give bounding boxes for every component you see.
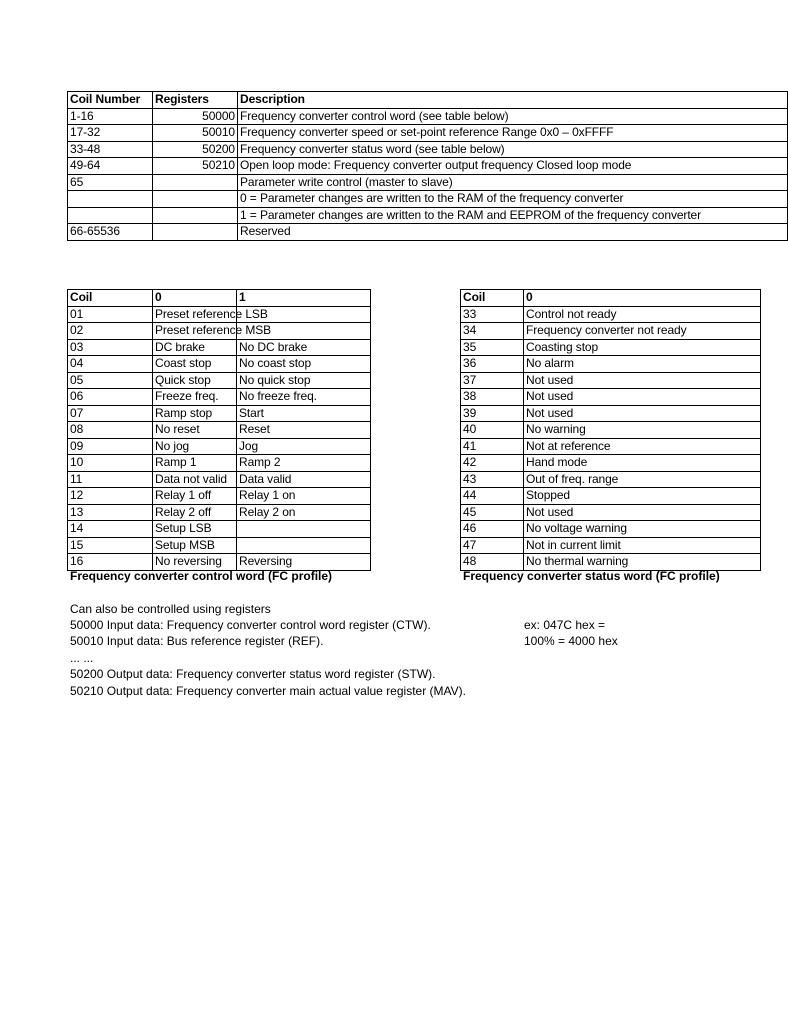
register-table bbox=[67, 91, 788, 241]
table-cell: No coast stop bbox=[237, 356, 371, 373]
table-cell: 66-65536 bbox=[68, 224, 153, 241]
table-cell: 0 = Parameter changes are written to the RAM of the frequency converter bbox=[238, 191, 788, 208]
status-word-table bbox=[460, 289, 761, 571]
table-cell: 38 bbox=[461, 389, 524, 406]
table-row bbox=[68, 339, 371, 356]
table-header-cell: Registers bbox=[153, 92, 238, 109]
table-cell: Setup LSB bbox=[153, 521, 237, 538]
table-header-row bbox=[68, 92, 788, 109]
table-row bbox=[68, 174, 788, 191]
table-cell: 45 bbox=[461, 504, 524, 521]
table-cell: 10 bbox=[68, 455, 153, 472]
table-row bbox=[461, 455, 761, 472]
table-row bbox=[68, 207, 788, 224]
control-word-table-container bbox=[67, 289, 370, 571]
table-cell: 02 bbox=[68, 323, 153, 340]
table-cell: 50000 bbox=[153, 108, 238, 125]
table-cell: Parameter write control (master to slave) bbox=[238, 174, 788, 191]
notes-line: 50210 Output data: Frequency converter main actual value register (MAV). bbox=[70, 684, 466, 698]
table-cell: 46 bbox=[461, 521, 524, 538]
table-cell bbox=[237, 537, 371, 554]
table-cell: 43 bbox=[461, 471, 524, 488]
table-cell: 16 bbox=[68, 554, 153, 571]
table-cell: 05 bbox=[68, 372, 153, 389]
table-cell: 03 bbox=[68, 339, 153, 356]
table-row bbox=[68, 389, 371, 406]
table-cell: 13 bbox=[68, 504, 153, 521]
table-row bbox=[461, 438, 761, 455]
table-cell: Start bbox=[237, 405, 371, 422]
table-cell: 15 bbox=[68, 537, 153, 554]
table-cell: DC brake bbox=[153, 339, 237, 356]
table-cell: Reserved bbox=[238, 224, 788, 241]
status-word-table-container bbox=[460, 289, 687, 571]
table-cell: Not in current limit bbox=[524, 537, 761, 554]
table-cell bbox=[153, 224, 238, 241]
table-header-cell: 0 bbox=[524, 290, 761, 307]
table-cell: Relay 2 off bbox=[153, 504, 237, 521]
table-cell: Hand mode bbox=[524, 455, 761, 472]
table-cell: 40 bbox=[461, 422, 524, 439]
notes-example: 100% = 4000 hex bbox=[524, 634, 618, 648]
notes-example: ex: 047C hex = bbox=[524, 618, 606, 632]
table-cell: Control not ready bbox=[524, 306, 761, 323]
table-cell: 33-48 bbox=[68, 141, 153, 158]
table-cell: 01 bbox=[68, 306, 153, 323]
table-header-cell: Coil Number bbox=[68, 92, 153, 109]
table-row bbox=[461, 323, 761, 340]
table-row bbox=[68, 158, 788, 175]
table-row bbox=[68, 191, 788, 208]
table-cell: 07 bbox=[68, 405, 153, 422]
table-row bbox=[461, 372, 761, 389]
table-row bbox=[68, 108, 788, 125]
table-cell: Preset reference MSB bbox=[153, 323, 237, 340]
table-cell: No DC brake bbox=[237, 339, 371, 356]
table-cell bbox=[153, 174, 238, 191]
table-cell: Ramp stop bbox=[153, 405, 237, 422]
table-header-row bbox=[68, 290, 371, 307]
table-cell: 34 bbox=[461, 323, 524, 340]
table-cell: 44 bbox=[461, 488, 524, 505]
table-cell: Data not valid bbox=[153, 471, 237, 488]
table-cell: 06 bbox=[68, 389, 153, 406]
table-cell bbox=[237, 521, 371, 538]
table-cell: Jog bbox=[237, 438, 371, 455]
table-row bbox=[68, 537, 371, 554]
table-cell: 09 bbox=[68, 438, 153, 455]
table-row bbox=[68, 471, 371, 488]
table-cell: Frequency converter speed or set-point reference Range 0x0 – 0xFFFF bbox=[238, 125, 788, 142]
table-cell: 65 bbox=[68, 174, 153, 191]
table-row bbox=[68, 455, 371, 472]
table-cell: 1-16 bbox=[68, 108, 153, 125]
table-row bbox=[461, 537, 761, 554]
table-row bbox=[461, 389, 761, 406]
table-row bbox=[461, 339, 761, 356]
notes-line: ... ... bbox=[70, 651, 94, 665]
table-row bbox=[68, 141, 788, 158]
table-cell: Reversing bbox=[237, 554, 371, 571]
table-cell: Frequency converter status word (see table below) bbox=[238, 141, 788, 158]
table-row bbox=[461, 405, 761, 422]
register-table-container bbox=[67, 91, 702, 243]
table-row bbox=[68, 521, 371, 538]
table-cell: Frequency converter not ready bbox=[524, 323, 761, 340]
table-row bbox=[461, 306, 761, 323]
status-word-caption-clip bbox=[460, 569, 720, 587]
table-cell: 1 = Parameter changes are written to the RAM and EEPROM of the frequency converter bbox=[238, 207, 788, 224]
table-cell bbox=[153, 191, 238, 208]
table-cell: Freeze freq. bbox=[153, 389, 237, 406]
table-cell: Open loop mode: Frequency converter output frequency Closed loop mode bbox=[238, 158, 788, 175]
table-cell: 04 bbox=[68, 356, 153, 373]
table-cell: 08 bbox=[68, 422, 153, 439]
table-cell: Relay 1 on bbox=[237, 488, 371, 505]
table-cell: No reset bbox=[153, 422, 237, 439]
table-row bbox=[68, 554, 371, 571]
table-row bbox=[461, 488, 761, 505]
table-row bbox=[461, 422, 761, 439]
table-row bbox=[68, 356, 371, 373]
notes-examples-clip bbox=[524, 618, 618, 652]
table-cell: Stopped bbox=[524, 488, 761, 505]
table-cell: 50210 bbox=[153, 158, 238, 175]
table-cell: No voltage warning bbox=[524, 521, 761, 538]
table-cell: Not at reference bbox=[524, 438, 761, 455]
table-row bbox=[461, 504, 761, 521]
table-header-cell: Coil bbox=[461, 290, 524, 307]
notes-intro: Can also be controlled using registers bbox=[70, 602, 271, 616]
table-cell: Coast stop bbox=[153, 356, 237, 373]
table-cell: Out of freq. range bbox=[524, 471, 761, 488]
table-cell: Reset bbox=[237, 422, 371, 439]
table-cell: 35 bbox=[461, 339, 524, 356]
table-header-row bbox=[461, 290, 761, 307]
table-header-cell: Description bbox=[238, 92, 788, 109]
table-cell: Not used bbox=[524, 405, 761, 422]
table-cell: 41 bbox=[461, 438, 524, 455]
table-cell: No alarm bbox=[524, 356, 761, 373]
table-cell: Ramp 2 bbox=[237, 455, 371, 472]
table-cell: No jog bbox=[153, 438, 237, 455]
notes-line: 50010 Input data: Bus reference register (REF). bbox=[70, 634, 324, 648]
table-cell: Frequency converter control word (see table below) bbox=[238, 108, 788, 125]
table-row bbox=[68, 488, 371, 505]
table-cell bbox=[68, 207, 153, 224]
table-row bbox=[68, 504, 371, 521]
table-row bbox=[68, 306, 371, 323]
table-cell: 14 bbox=[68, 521, 153, 538]
table-cell: No thermal warning bbox=[524, 554, 761, 571]
table-row bbox=[461, 356, 761, 373]
table-cell: 11 bbox=[68, 471, 153, 488]
table-row bbox=[68, 372, 371, 389]
table-cell: 47 bbox=[461, 537, 524, 554]
table-cell: 17-32 bbox=[68, 125, 153, 142]
table-cell: Ramp 1 bbox=[153, 455, 237, 472]
table-row bbox=[68, 422, 371, 439]
table-cell bbox=[68, 191, 153, 208]
table-cell: 12 bbox=[68, 488, 153, 505]
notes-line: 50000 Input data: Frequency converter control word register (CTW). bbox=[70, 618, 431, 632]
table-cell: 39 bbox=[461, 405, 524, 422]
table-cell: Not used bbox=[524, 372, 761, 389]
table-row bbox=[68, 125, 788, 142]
table-cell: 48 bbox=[461, 554, 524, 571]
table-cell: Quick stop bbox=[153, 372, 237, 389]
table-cell: No freeze freq. bbox=[237, 389, 371, 406]
table-cell: 49-64 bbox=[68, 158, 153, 175]
table-cell: No reversing bbox=[153, 554, 237, 571]
table-cell: 42 bbox=[461, 455, 524, 472]
status-word-caption: Frequency converter status word (FC profile) bbox=[463, 569, 720, 583]
table-cell: Coasting stop bbox=[524, 339, 761, 356]
table-row bbox=[68, 224, 788, 241]
table-cell: 50010 bbox=[153, 125, 238, 142]
table-cell: Setup MSB bbox=[153, 537, 237, 554]
table-row bbox=[461, 521, 761, 538]
table-cell bbox=[153, 207, 238, 224]
table-row bbox=[68, 405, 371, 422]
table-cell: Preset reference LSB bbox=[153, 306, 237, 323]
table-cell: 33 bbox=[461, 306, 524, 323]
table-row bbox=[68, 323, 371, 340]
table-cell: Data valid bbox=[237, 471, 371, 488]
control-word-caption: Frequency converter control word (FC profile) bbox=[70, 569, 333, 583]
table-cell: No warning bbox=[524, 422, 761, 439]
table-cell: 50200 bbox=[153, 141, 238, 158]
table-cell: No quick stop bbox=[237, 372, 371, 389]
table-row bbox=[68, 438, 371, 455]
table-cell: 36 bbox=[461, 356, 524, 373]
table-cell: 37 bbox=[461, 372, 524, 389]
notes-line: 50200 Output data: Frequency converter status word register (STW). bbox=[70, 667, 436, 681]
control-word-table bbox=[67, 289, 371, 571]
table-row bbox=[461, 554, 761, 571]
table-header-cell: Coil bbox=[68, 290, 153, 307]
table-cell: Relay 1 off bbox=[153, 488, 237, 505]
table-cell: Not used bbox=[524, 389, 761, 406]
table-header-cell: 0 bbox=[153, 290, 237, 307]
table-header-cell: 1 bbox=[237, 290, 371, 307]
table-cell: Not used bbox=[524, 504, 761, 521]
table-cell: Relay 2 on bbox=[237, 504, 371, 521]
table-row bbox=[461, 471, 761, 488]
